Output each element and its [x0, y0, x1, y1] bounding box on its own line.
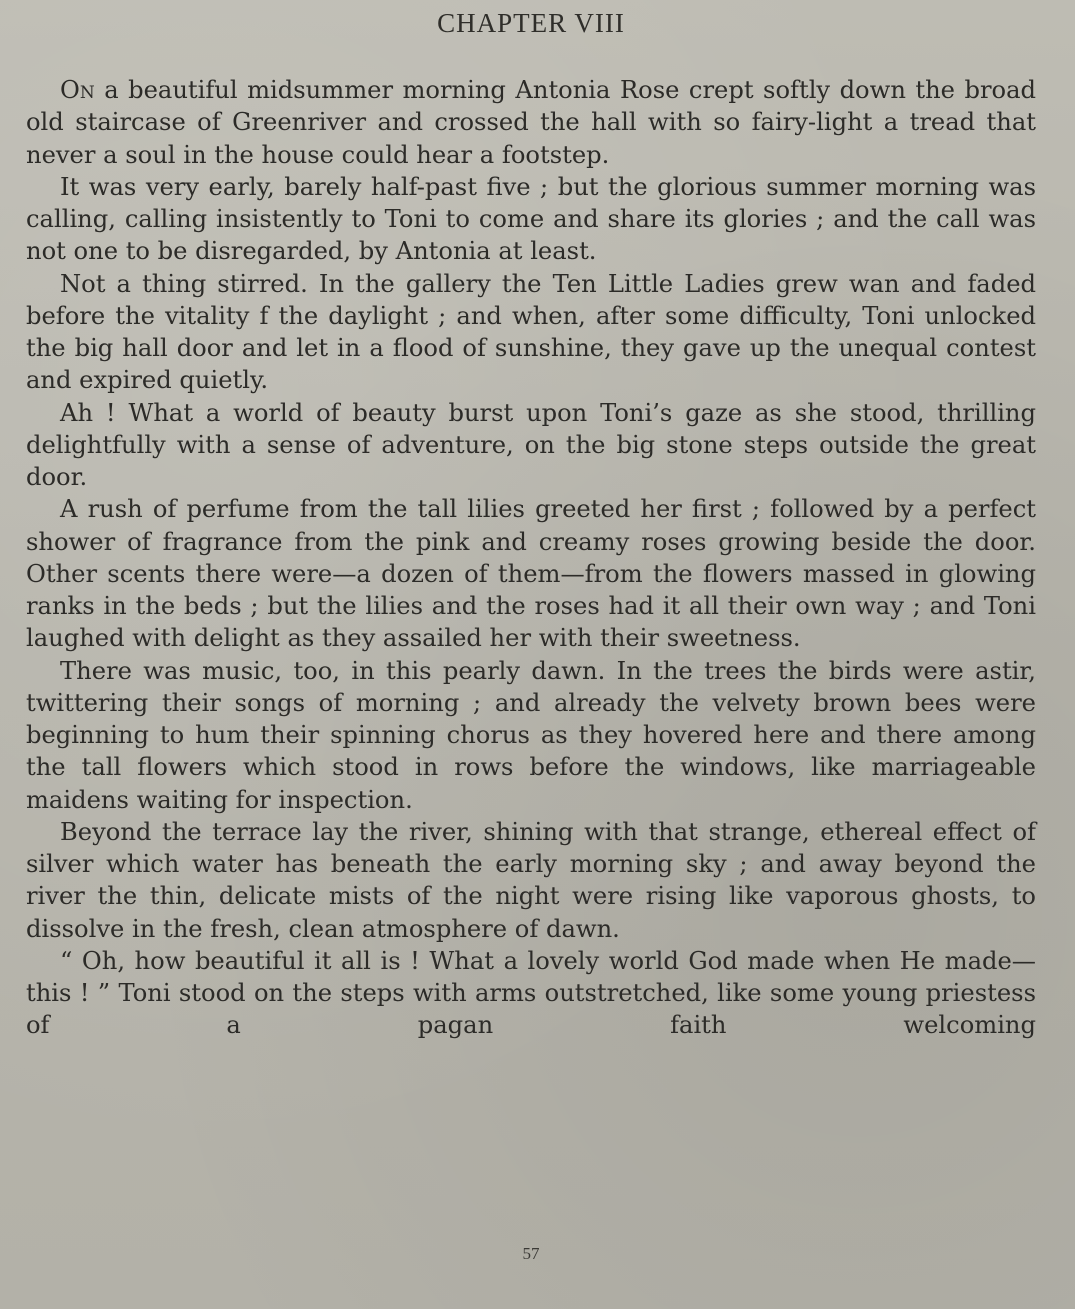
chapter-title: CHAPTER VIII [437, 8, 625, 38]
paragraph-first-word: On [60, 76, 95, 104]
paragraph: “ Oh, how beautiful it all is ! What a lovely world God made when He made—this ! ” Toni stood on the steps with arms outstretched, like some young priestess of a pagan faith welcoming [26, 946, 1036, 1040]
paragraph: There was music, too, in this pearly dawn. In the trees the birds were astir, twittering their songs of morning ; and already the velvety brown bees were beginning to hum their spinning chorus as they hovered here and there among the tall flowers which stood in rows before the windows, like marriageable maidens waiting for inspection. [26, 656, 1036, 814]
paragraph: Not a thing stirred. In the gallery the Ten Little Ladies grew wan and faded before the vitality f the daylight ; and when, after some difficulty, Toni unlocked the big hall door and let in a flood of sunshine, they gave up the unequal contest and expired quietly. [26, 269, 1036, 395]
paragraph: Beyond the terrace lay the river, shining with that strange, ethereal effect of silver which water has beneath the early morning sky ; and away beyond the river the thin, delicate mists of the night were rising like vaporous ghosts, to dissolve in the fresh, clean atmosphere of dawn. [26, 817, 1036, 943]
paragraph: Ah ! What a world of beauty burst upon Toni’s gaze as she stood, thrilling delightfully with a sense of adventure, on the big stone steps outside the great door. [26, 398, 1036, 491]
paragraph: It was very early, barely half-past five ; but the glorious summer morning was calling, calling insistently to Toni to come and share its glories ; and the call was not one to be disregarded, by Antonia at least. [26, 172, 1036, 266]
paragraph [26, 74, 1036, 171]
paragraph-text: a beautiful midsummer morning Antonia Rose crept softly down the broad old staircase of Greenriver and crossed the hall with so fairy-light a tread that never a soul in the house could hear a footstep. [26, 76, 1036, 169]
book-page [26, 8, 1036, 1298]
page-number: 57 [522, 1244, 540, 1263]
paragraph: A rush of perfume from the tall lilies greeted her first ; followed by a perfect shower of fragrance from the pink and creamy roses growing beside the door. Other scents there were—a dozen of them—from the flowers massed in glowing ranks in the beds ; but the lilies and the roses had it all their own way ; and Toni laughed with delight as they assailed her with their sweetness. [26, 495, 1036, 653]
chapter-body [26, 74, 1036, 1042]
